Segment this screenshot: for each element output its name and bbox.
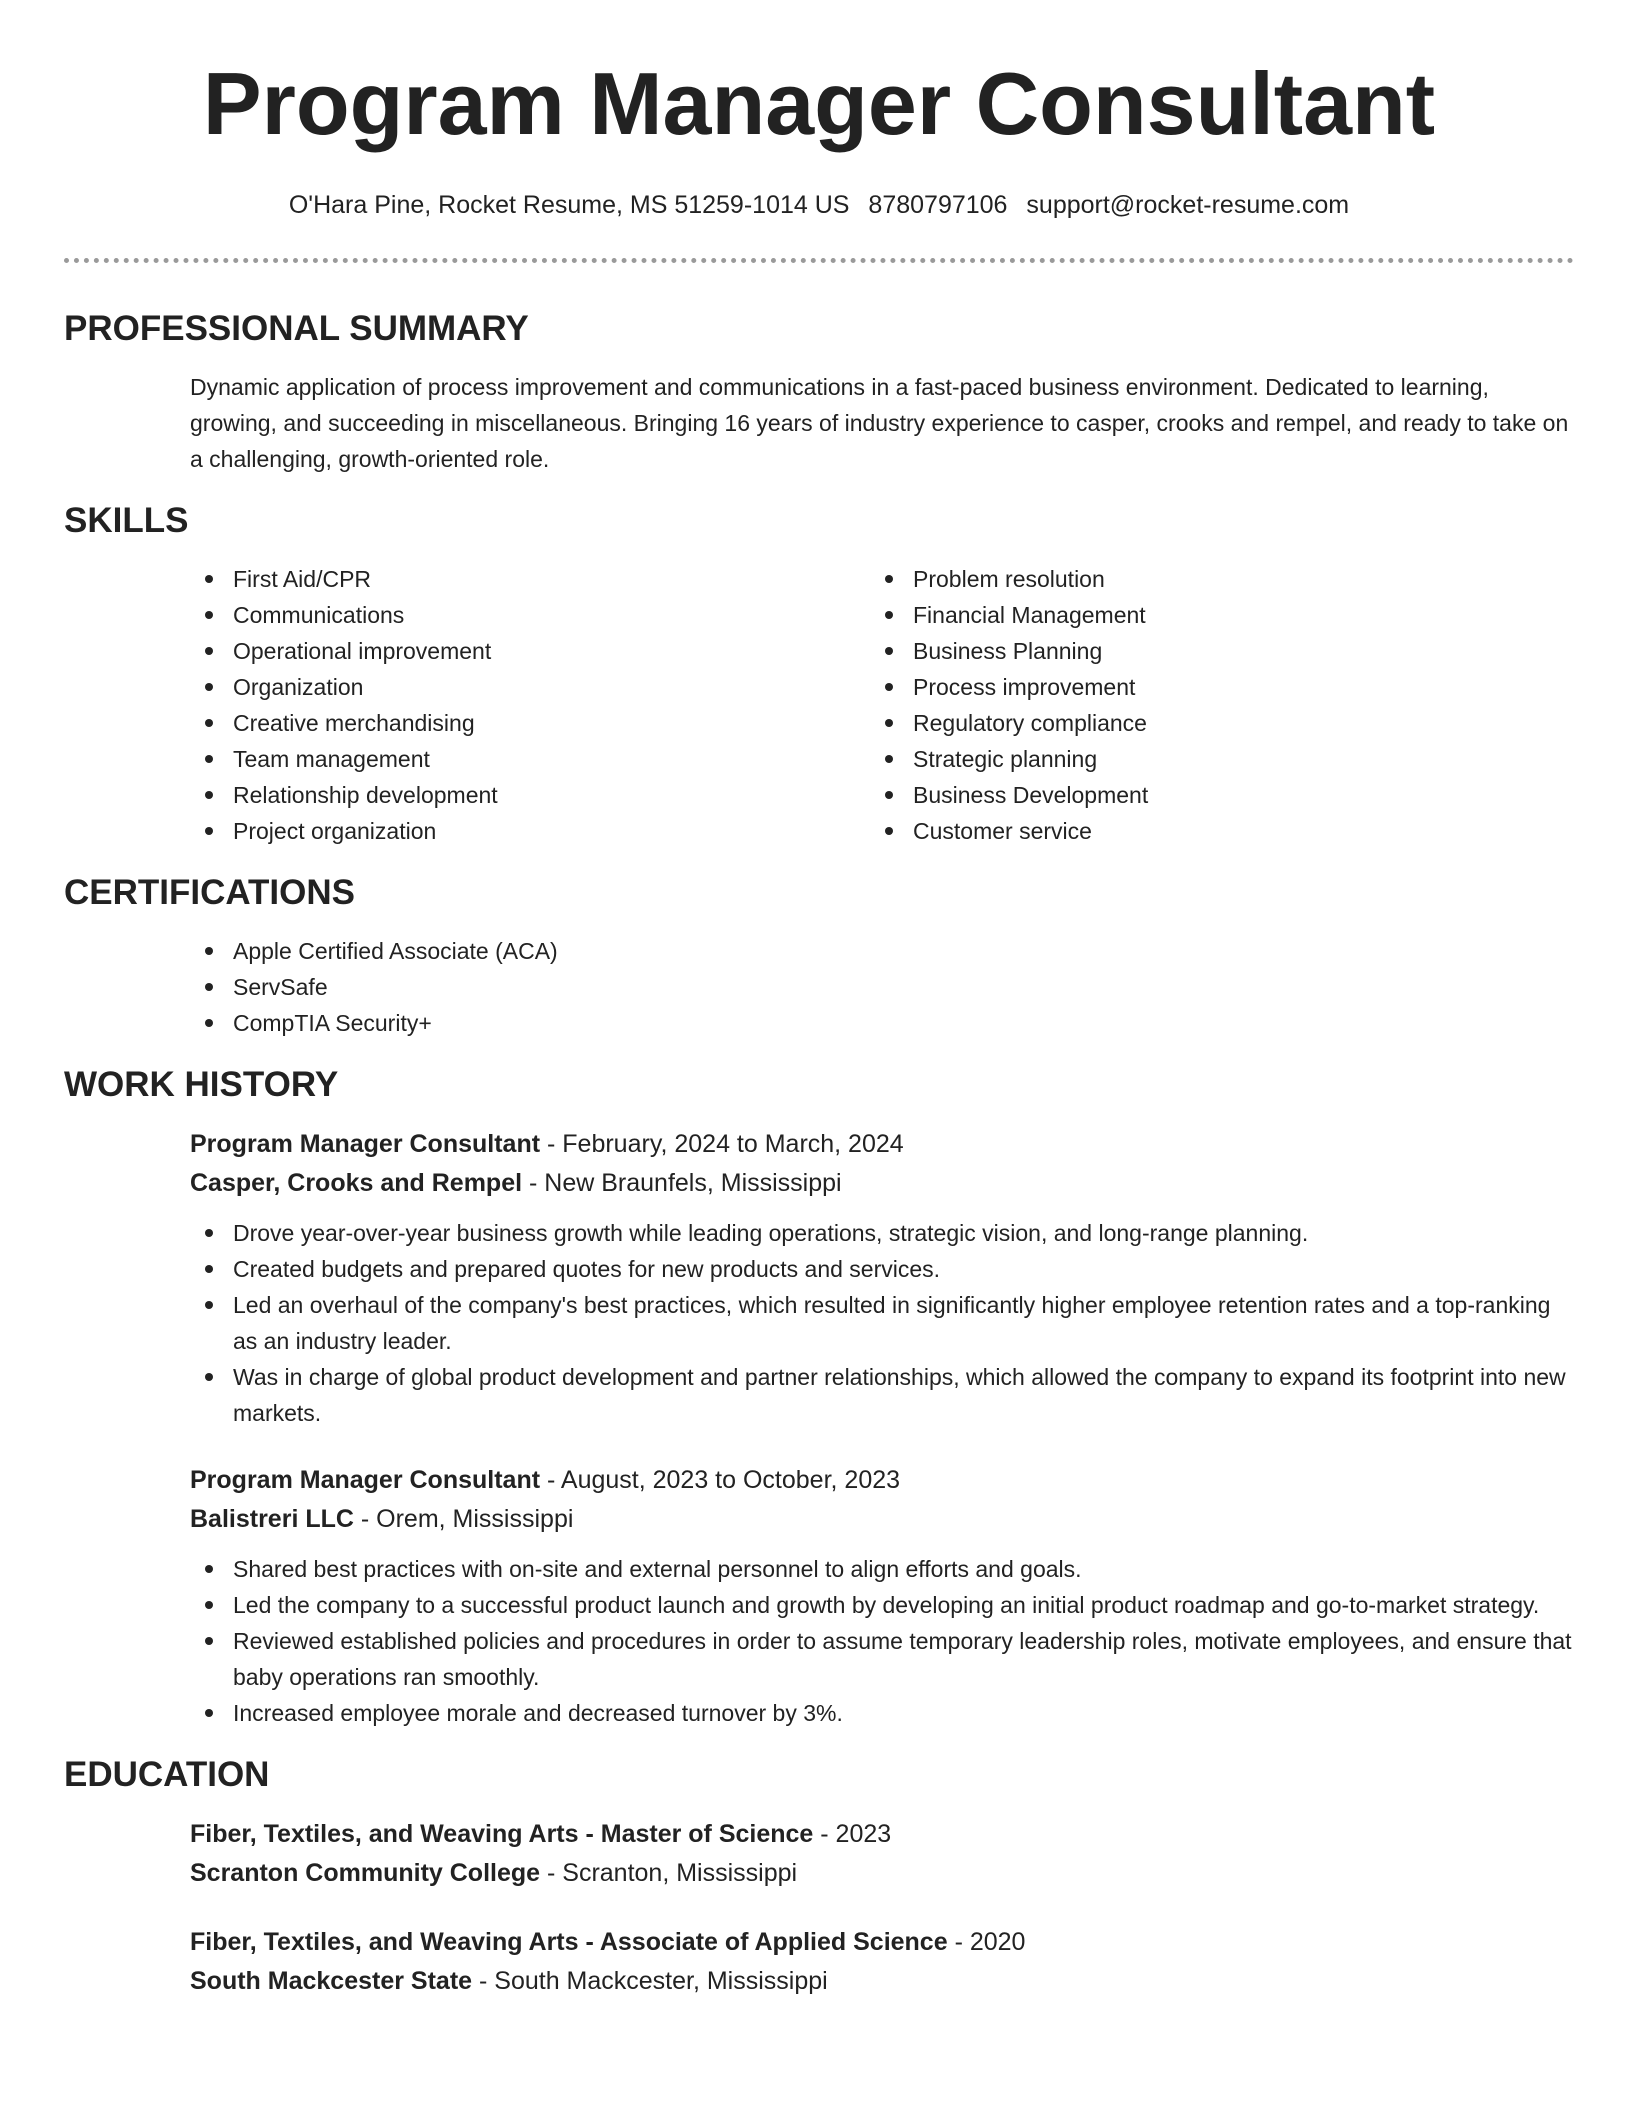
- job-role-line: [190, 1461, 1574, 1500]
- contact-line: [64, 190, 1574, 220]
- education-location: - South Mackcester, Mississippi: [472, 1967, 828, 1995]
- skill-item: Business Development: [870, 777, 1550, 813]
- job-bullets: [190, 1215, 1574, 1431]
- education-school: South Mackcester State: [190, 1967, 473, 1995]
- certification-item: Apple Certified Associate (ACA): [190, 933, 1574, 969]
- job-bullet: Created budgets and prepared quotes for new products and services.: [190, 1251, 1574, 1287]
- certifications-section: [64, 873, 1574, 1041]
- job-bullet: Increased employee morale and decreased turnover by 3%.: [190, 1695, 1574, 1731]
- job-dates: - February, 2024 to March, 2024: [540, 1130, 904, 1158]
- education-location: - Scranton, Mississippi: [540, 1859, 798, 1887]
- education-degree-line: [190, 1923, 1574, 1962]
- skills-grid: [190, 561, 1574, 849]
- work-section: [64, 1065, 1574, 1731]
- job-entry: [190, 1461, 1574, 1731]
- education-degree: Fiber, Textiles, and Weaving Arts - Associate of Applied Science: [190, 1928, 948, 1956]
- education-school-line: [190, 1962, 1574, 2001]
- resume-page: [64, 0, 1574, 2001]
- job-bullet: Reviewed established policies and procedures in order to assume temporary leadership roles, motivate employees, and ensure that baby operations ran smoothly.: [190, 1623, 1574, 1695]
- job-role: Program Manager Consultant: [190, 1130, 541, 1158]
- certifications-list: [190, 933, 1574, 1041]
- job-location: - Orem, Mississippi: [353, 1505, 574, 1533]
- skill-item: Communications: [190, 597, 870, 633]
- job-entry: [190, 1125, 1574, 1431]
- education-school: Scranton Community College: [190, 1859, 541, 1887]
- job-role-line: [190, 1125, 1574, 1164]
- skill-item: Business Planning: [870, 633, 1550, 669]
- skill-item: Customer service: [870, 813, 1550, 849]
- education-entry: [190, 1815, 1574, 1893]
- skill-item: Project organization: [190, 813, 870, 849]
- skill-item: Strategic planning: [870, 741, 1550, 777]
- education-section: [64, 1755, 1574, 2001]
- education-year: - 2020: [947, 1928, 1026, 1956]
- job-dates: - August, 2023 to October, 2023: [540, 1466, 901, 1494]
- skill-item: Relationship development: [190, 777, 870, 813]
- job-bullet: Shared best practices with on-site and external personnel to align efforts and goals.: [190, 1551, 1574, 1587]
- summary-text: Dynamic application of process improvement and communications in a fast-paced business environment. Dedicated to learning, growing, and succeeding in miscellaneous. Bringing 16 years of industry experience to casper, crooks and rempel, and ready to take on a challenging, growth-oriented role.: [190, 374, 1569, 472]
- contact-address: O'Hara Pine, Rocket Resume, MS 51259-1014 US: [288, 191, 850, 219]
- job-company-line: [190, 1164, 1574, 1203]
- job-bullet: Led the company to a successful product launch and growth by developing an initial product roadmap and go-to-market strategy.: [190, 1587, 1574, 1623]
- skills-title: SKILLS: [64, 501, 189, 540]
- skill-item: Problem resolution: [870, 561, 1550, 597]
- certification-item: CompTIA Security+: [190, 1005, 1574, 1041]
- skills-list-right: [870, 561, 1550, 849]
- education-school-line: [190, 1854, 1574, 1893]
- certification-item: ServSafe: [190, 969, 1574, 1005]
- skill-item: Organization: [190, 669, 870, 705]
- skill-item: Team management: [190, 741, 870, 777]
- skill-item: Process improvement: [870, 669, 1550, 705]
- summary-section: [64, 309, 1574, 477]
- education-entry: [190, 1923, 1574, 2001]
- education-year: - 2023: [813, 1820, 892, 1848]
- candidate-name: Program Manager Consultant: [202, 54, 1436, 153]
- job-bullet: Led an overhaul of the company's best practices, which resulted in significantly higher employee retention rates and a top-ranking as an industry leader.: [190, 1287, 1574, 1359]
- summary-title: PROFESSIONAL SUMMARY: [64, 309, 529, 348]
- skill-item: Financial Management: [870, 597, 1550, 633]
- skill-item: First Aid/CPR: [190, 561, 870, 597]
- job-company: Casper, Crooks and Rempel: [190, 1169, 523, 1197]
- certifications-block: [190, 933, 1574, 1041]
- header-divider: [64, 258, 1574, 263]
- contact-phone: 8780797106: [868, 191, 1008, 219]
- job-bullet: Drove year-over-year business growth while leading operations, strategic vision, and long-range planning.: [190, 1215, 1574, 1251]
- skills-section: [64, 501, 1574, 849]
- education-degree: Fiber, Textiles, and Weaving Arts - Master of Science: [190, 1820, 814, 1848]
- job-role: Program Manager Consultant: [190, 1466, 541, 1494]
- job-bullet: Was in charge of global product development and partner relationships, which allowed the company to expand its footprint into new markets.: [190, 1359, 1574, 1431]
- skill-item: Operational improvement: [190, 633, 870, 669]
- job-bullets: [190, 1551, 1574, 1731]
- education-degree-line: [190, 1815, 1574, 1854]
- job-company: Balistreri LLC: [190, 1505, 354, 1533]
- contact-email: support@rocket-resume.com: [1026, 191, 1350, 219]
- skill-item: Regulatory compliance: [870, 705, 1550, 741]
- skill-item: Creative merchandising: [190, 705, 870, 741]
- job-location: - New Braunfels, Mississippi: [522, 1169, 842, 1197]
- certifications-title: CERTIFICATIONS: [64, 873, 356, 912]
- job-company-line: [190, 1500, 1574, 1539]
- education-title: EDUCATION: [64, 1755, 270, 1794]
- work-title: WORK HISTORY: [64, 1065, 339, 1104]
- skills-list-left: [190, 561, 870, 849]
